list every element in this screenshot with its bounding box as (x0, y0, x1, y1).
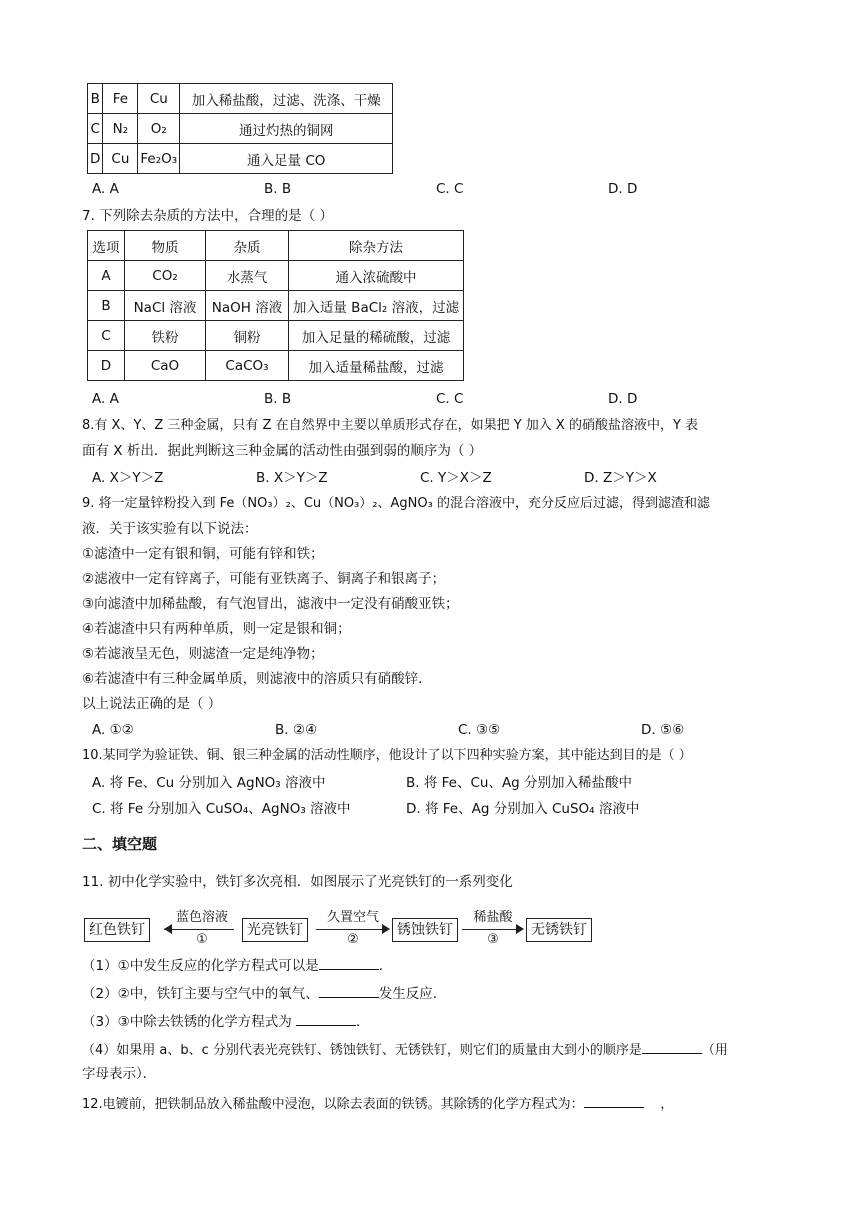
q9-statement-3: ③向滤渣中加稀盐酸，有气泡冒出，滤液中一定没有硝酸亚铁； (82, 596, 459, 612)
q9-statement-6: ⑥若滤渣中有三种金属单质，则滤液中的溶质只有硝酸锌． (82, 671, 432, 687)
table-cell: O₂ (138, 114, 180, 144)
table-row (88, 321, 464, 351)
table-cell: 加入适量稀盐酸，过滤 (289, 351, 464, 381)
q7-option-a[interactable]: A. A (92, 391, 119, 407)
table-cell: Fe₂O₃ (138, 144, 180, 174)
table-header: 物质 (125, 231, 206, 261)
table-cell: A (88, 261, 125, 291)
q11-part-1 (82, 955, 392, 976)
q12-text: 12.电镀前，把铁制品放入稀盐酸中浸泡，以除去表面的铁锈。其除锈的化学方程式为： (82, 1097, 584, 1112)
q12-end: ， (660, 1097, 674, 1112)
table-cell: 通入浓硫酸中 (289, 261, 464, 291)
q6-option-a[interactable]: A. A (92, 181, 119, 197)
q9-statement-4: ④若滤渣中只有两种单质，则一定是银和铜； (82, 621, 351, 637)
table-row (88, 291, 464, 321)
diagram-box-red-nail: 红色铁钉 (84, 918, 150, 942)
q12-stem (82, 1093, 673, 1115)
q10-option-d[interactable]: D. 将 Fe、Ag 分别加入 CuSO₄ 溶液中 (406, 801, 640, 817)
q9-option-d[interactable]: D. ⑤⑥ (641, 722, 685, 738)
q6-option-b[interactable]: B. B (264, 181, 292, 197)
q9-option-a[interactable]: A. ①② (92, 722, 134, 738)
q11-part-2-end: 发生反应． (378, 986, 447, 1002)
q10-stem: 10.某同学为验证铁、铜、银三种金属的活动性顺序，他设计了以下四种实验方案，其中能达到目的是（ ） (82, 748, 692, 763)
table-row (88, 114, 393, 144)
table-cell: B (88, 84, 103, 114)
q8-option-d[interactable]: D. Z＞Y＞X (584, 470, 657, 486)
q11-part-3 (82, 1011, 369, 1032)
answer-blank[interactable] (584, 1093, 644, 1108)
table-cell: NaOH 溶液 (206, 291, 289, 321)
diagram-arrow-2 (316, 910, 390, 947)
arrow-step-number: ① (196, 932, 208, 947)
table-cell: CaO (125, 351, 206, 381)
q7-option-b[interactable]: B. B (264, 391, 292, 407)
table-cell: 铜粉 (206, 321, 289, 351)
table-cell: 铁粉 (125, 321, 206, 351)
q7-stem: 7. 下列除去杂质的方法中，合理的是（ ） (82, 208, 333, 224)
table-cell: 水蒸气 (206, 261, 289, 291)
q7-option-c[interactable]: C. C (436, 391, 464, 407)
section-title: 二、填空题 (82, 835, 158, 853)
table-header: 杂质 (206, 231, 289, 261)
table-cell: C (88, 321, 125, 351)
diagram-arrow-1 (164, 910, 240, 947)
q11-part-3-end: ． (355, 1014, 370, 1030)
q11-part-2 (82, 983, 446, 1004)
arrow-shaft (316, 929, 384, 930)
table-row (88, 144, 393, 174)
q10-option-b[interactable]: B. 将 Fe、Cu、Ag 分别加入稀盐酸中 (406, 775, 633, 791)
answer-blank[interactable] (319, 955, 379, 970)
arrow-step-number: ② (347, 932, 359, 947)
diagram-box-rustless-nail: 无锈铁钉 (526, 918, 592, 942)
q11-part-4 (82, 1039, 728, 1061)
q11-part-2-text: （2）②中，铁钉主要与空气中的氧气、 (82, 986, 319, 1002)
table-header: 除杂方法 (289, 231, 464, 261)
table-row (88, 84, 393, 114)
diagram-box-rusty-nail: 锈蚀铁钉 (392, 918, 458, 942)
arrow-step-number: ③ (487, 932, 499, 947)
arrow-shaft (164, 929, 234, 930)
table-cell: Cu (138, 84, 180, 114)
table-cell: CaCO₃ (206, 351, 289, 381)
q8-option-a[interactable]: A. X＞Y＞Z (92, 470, 164, 486)
table-cell: 通入足量 CO (180, 144, 393, 174)
q11-part-3-text: （3）③中除去铁锈的化学方程式为 (82, 1014, 296, 1030)
q6-option-d[interactable]: D. D (608, 181, 638, 197)
q7-option-d[interactable]: D. D (608, 391, 638, 407)
q11-part-4-end: （用 (701, 1043, 728, 1058)
table-cell: B (88, 291, 125, 321)
table-row (88, 261, 464, 291)
q9-stem-line1: 9. 将一定量锌粉投入到 Fe（NO₃）₂、Cu（NO₃）₂、AgNO₃ 的混合溶液中，充分反应后过滤，得到滤渣和滤 (82, 496, 710, 511)
q11-part-1-end: ． (378, 958, 393, 974)
q11-stem: 11. 初中化学实验中，铁钉多次亮相．如图展示了光亮铁钉的一系列变化 (82, 874, 513, 890)
q9-statement-5: ⑤若滤液呈无色，则滤渣一定是纯净物； (82, 646, 324, 662)
arrow-label: 稀盐酸 (473, 910, 513, 925)
q9-ask: 以上说法正确的是（ ） (82, 696, 222, 712)
arrow-label: 久置空气 (326, 910, 379, 925)
q10-option-a[interactable]: A. 将 Fe、Cu 分别加入 AgNO₃ 溶液中 (92, 775, 326, 791)
table-cell: CO₂ (125, 261, 206, 291)
q11-part-4-text: （4）如果用 a、b、c 分别代表光亮铁钉、锈蚀铁钉、无锈铁钉，则它们的质量由大到小的顺序是 (82, 1043, 642, 1058)
answer-blank[interactable] (296, 1011, 356, 1026)
q8-option-b[interactable]: B. X＞Y＞Z (256, 470, 328, 486)
q8-option-c[interactable]: C. Y＞X＞Z (420, 470, 492, 486)
arrow-label: 蓝色溶液 (175, 910, 228, 925)
q9-statement-2: ②滤液中一定有锌离子，可能有亚铁离子、铜离子和银离子； (82, 571, 446, 587)
q8-stem-line2: 面有 X 析出．据此判断这三种金属的活动性由强到弱的顺序为（ ） (82, 443, 483, 459)
q6-table (87, 83, 393, 174)
q6-option-c[interactable]: C. C (436, 181, 464, 197)
table-cell: 通过灼热的铜网 (180, 114, 393, 144)
q9-option-c[interactable]: C. ③⑤ (458, 722, 501, 738)
table-row (88, 351, 464, 381)
table-cell: Fe (103, 84, 138, 114)
answer-blank[interactable] (642, 1039, 702, 1054)
q11-part-1-text: （1）①中发生反应的化学方程式可以是 (82, 958, 319, 974)
table-cell: 加入适量 BaCl₂ 溶液，过滤 (289, 291, 464, 321)
diagram-box-shiny-nail: 光亮铁钉 (242, 918, 308, 942)
q7-table (87, 230, 464, 381)
q10-option-c[interactable]: C. 将 Fe 分别加入 CuSO₄、AgNO₃ 溶液中 (92, 801, 351, 817)
q9-statement-1: ①滤渣中一定有银和铜，可能有锌和铁； (82, 546, 324, 562)
table-cell: C (88, 114, 103, 144)
table-cell: N₂ (103, 114, 138, 144)
table-cell: 加入稀盐酸，过滤、洗涤、干燥 (180, 84, 393, 114)
table-cell: D (88, 144, 103, 174)
table-cell: D (88, 351, 125, 381)
arrow-shaft (462, 929, 518, 930)
table-cell: Cu (103, 144, 138, 174)
table-cell: 加入足量的稀硫酸，过滤 (289, 321, 464, 351)
table-header: 选项 (88, 231, 125, 261)
q9-stem-line2: 液．关于该实验有以下说法： (82, 521, 258, 537)
table-header-row (88, 231, 464, 261)
diagram-arrow-3 (462, 910, 524, 947)
answer-blank[interactable] (319, 983, 379, 998)
q8-stem-line1: 8.有 X、Y、Z 三种金属，只有 Z 在自然界中主要以单质形式存在，如果把 Y 加入 X 的硝酸盐溶液中，Y 表 (82, 418, 699, 433)
q11-part-4-cont: 字母表示）． (82, 1066, 157, 1082)
table-cell: NaCl 溶液 (125, 291, 206, 321)
q9-option-b[interactable]: B. ②④ (275, 722, 318, 738)
